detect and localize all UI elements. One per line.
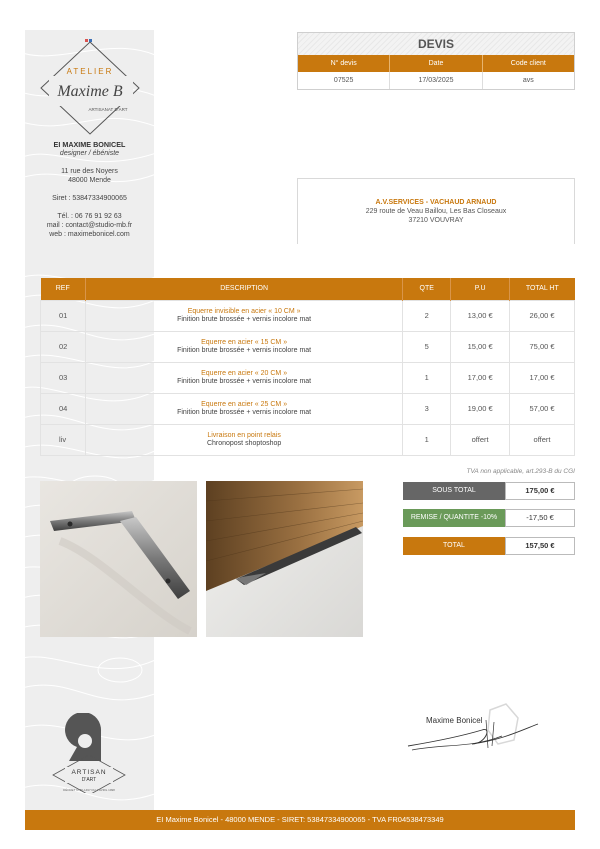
product-photo-bracket xyxy=(40,481,197,637)
row-pu: offert xyxy=(451,424,510,455)
devis-header-client-code: Code client xyxy=(482,55,574,72)
devis-header-number: N° devis xyxy=(330,60,357,67)
row-subtitle: Finition brute brossée + vernis incolore mat xyxy=(177,408,312,416)
row-description xyxy=(85,424,402,455)
company-name: EI MAXIME BONICEL xyxy=(53,140,126,149)
client-name: A.V.SERVICES - VACHAUD ARNAUD xyxy=(375,199,497,206)
discount-label: REMISE / QUANTITE -10% xyxy=(403,509,505,527)
artisan-label-2: D'ART xyxy=(81,777,97,783)
table-row xyxy=(41,300,575,331)
footer: EI Maxime Bonicel - 48000 MENDE - SIRET: 53847334900065 - TVA FR04538473349 xyxy=(25,810,575,830)
row-ref: 04 xyxy=(41,393,86,424)
row-title: Livraison en point relais xyxy=(207,431,281,439)
signature-name: Maxime Bonicel xyxy=(426,716,483,725)
client-address-box xyxy=(297,178,575,244)
table-header-row xyxy=(41,278,575,300)
row-ref: liv xyxy=(41,424,86,455)
row-subtitle: Finition brute brossée + vernis incolore mat xyxy=(177,315,312,323)
row-qte: 1 xyxy=(403,362,451,393)
row-total: 26,00 € xyxy=(510,300,575,331)
row-title: Equerre en acier « 20 CM » xyxy=(201,369,288,377)
row-subtitle: Chronopost shoptoshop xyxy=(206,439,282,447)
signature-drawing xyxy=(402,700,542,770)
col-pu: P.U xyxy=(451,278,510,300)
company-address-line2: 48000 Mende xyxy=(68,177,111,184)
company-web: web : maximebonicel.com xyxy=(49,231,130,238)
table-row xyxy=(41,362,575,393)
table-row xyxy=(41,331,575,362)
devis-header-date: Date xyxy=(389,55,481,72)
logo-top-text: ATELIER xyxy=(66,67,114,76)
discount-value: -17,50 € xyxy=(505,509,575,527)
company-tel: Tél. : 06 76 91 92 63 xyxy=(57,213,122,220)
discount-row xyxy=(403,509,575,527)
row-ref: 02 xyxy=(41,331,86,362)
row-subtitle: Finition brute brossée + vernis incolore mat xyxy=(177,346,312,354)
company-mail: mail : contact@studio-mb.fr xyxy=(46,222,133,229)
row-ref: 03 xyxy=(41,362,86,393)
total-label: TOTAL xyxy=(403,537,505,555)
company-role: designer / ébéniste xyxy=(59,150,120,157)
company-address-line1: 11 rue des Noyers xyxy=(61,168,118,175)
devis-header-row xyxy=(298,55,574,72)
col-description: DESCRIPTION xyxy=(85,278,402,300)
row-total: 57,00 € xyxy=(510,393,575,424)
row-description xyxy=(85,300,402,331)
logo-script-text: Maxime B xyxy=(57,83,123,100)
company-siret: Siret : 53847334900065 xyxy=(52,195,127,202)
client-address-line2: 37210 VOUVRAY xyxy=(408,217,464,224)
devis-title: DEVIS xyxy=(298,33,574,55)
row-qte: 1 xyxy=(403,424,451,455)
col-total: TOTAL HT xyxy=(510,278,575,300)
tva-note: TVA non applicable, art.293-B du CGI xyxy=(466,468,575,475)
col-ref: REF xyxy=(41,278,86,300)
row-pu: 17,00 € xyxy=(451,362,510,393)
row-qte: 5 xyxy=(403,331,451,362)
subtotal-row xyxy=(403,482,575,500)
subtotal-label: SOUS TOTAL xyxy=(403,482,505,500)
row-title: Equerre en acier « 25 CM » xyxy=(201,400,288,408)
client-address-line1: 229 route de Veau Baillou, Les Bas Closeaux xyxy=(365,208,507,215)
col-qte: QTE xyxy=(403,278,451,300)
company-info xyxy=(25,140,154,239)
devis-info-box xyxy=(297,32,575,90)
row-qte: 3 xyxy=(403,393,451,424)
row-description xyxy=(85,362,402,393)
row-title: Equerre invisible en acier « 10 CM » xyxy=(187,307,301,315)
artisan-dart-logo xyxy=(39,713,139,793)
items-table xyxy=(40,278,575,456)
subtotal-value: 175,00 € xyxy=(505,482,575,500)
row-pu: 19,00 € xyxy=(451,393,510,424)
devis-value-row xyxy=(298,72,574,89)
row-total: 75,00 € xyxy=(510,331,575,362)
row-subtitle: Finition brute brossée + vernis incolore mat xyxy=(177,377,312,385)
table-row xyxy=(41,393,575,424)
row-description xyxy=(85,393,402,424)
row-title: Equerre en acier « 15 CM » xyxy=(201,338,288,346)
total-row xyxy=(403,537,575,555)
row-description xyxy=(85,331,402,362)
row-qte: 2 xyxy=(403,300,451,331)
row-total: 17,00 € xyxy=(510,362,575,393)
artisan-label-1: ARTISAN xyxy=(71,769,107,776)
product-photo-shelf xyxy=(206,481,363,637)
row-pu: 13,00 € xyxy=(451,300,510,331)
devis-date: 17/03/2025 xyxy=(389,72,481,89)
row-total: offert xyxy=(510,424,575,455)
artisan-decree: DÉCRET N°86-1497 DU 2 AVRIL 1998 xyxy=(63,788,115,792)
devis-number: 07525 xyxy=(333,77,354,84)
row-pu: 15,00 € xyxy=(451,331,510,362)
total-value: 157,50 € xyxy=(505,537,575,555)
atelier-logo xyxy=(33,36,148,140)
table-row xyxy=(41,424,575,455)
row-ref: 01 xyxy=(41,300,86,331)
devis-client-code: avs xyxy=(482,72,574,89)
logo-sub-text: ARTISANAT D'ART xyxy=(88,107,128,112)
